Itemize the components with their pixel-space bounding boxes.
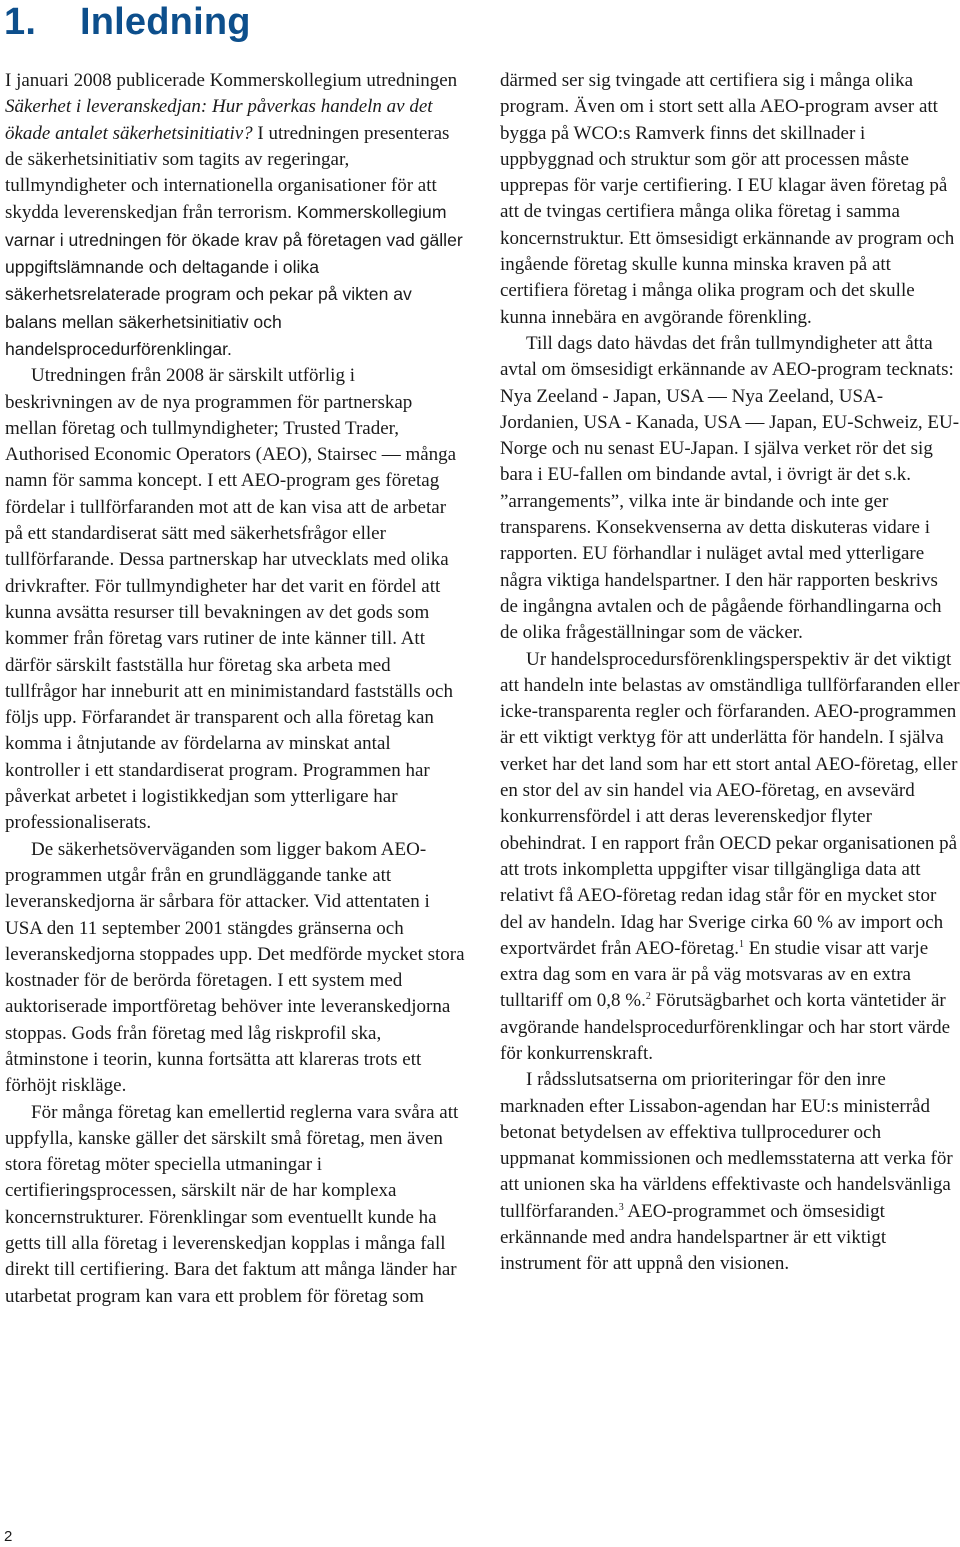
paragraph-aeo-programs: Utredningen från 2008 är särskilt utförlig i beskrivningen av de nya programmen för partnerskap mellan företag och tullmyndigheter; Trusted Trader, Authorised Economic Operators (AEO), Stairsec — många namn för samma koncept. I ett AEO-program ges företag fördelar i tullförfaranden mot att de kan visa att de arbetar på ett standardiserat sätt med säkerhetsfrågor eller tullförfarande. Dessa partnerskap har utvecklats med olika drivkrafter. För tullmyndigheter har det varit en fördel att kunna avsätta resurser till bevakningen av det gods som kommer från företag vars rutiner de inte känner till. Att därför särskilt fastställa hur företag ska arbeta med tullfrågor har inneburit att en minimistandard fastställs och följs upp. Förfarandet är transparent och alla företag kan komma i åtnjutande av fördelarna av minskat antal kontroller i ett standardiserat program. Programmen har påverkat arbetet i logistikkedjan som ytterligare har professionaliserats. — [5, 365, 457, 834]
page-number: 2 — [4, 1528, 13, 1545]
footnote-ref-2[interactable]: 2 — [645, 991, 651, 1003]
intro-text-middle: I utredningen presenteras de säkerhetsinitiativ som tagits av regeringar, tullmyndigheter och internationella organisationer för att skydda leverenskedjan från terrorism. — [5, 122, 450, 224]
paragraph-intro — [5, 68, 465, 363]
paragraph-trade-facilitation — [500, 647, 960, 1068]
chapter-heading — [4, 0, 251, 44]
intro-text-warning: Kommerskollegium varnar i utredningen för ökade krav på företagen vad gäller uppgiftslämnande och deltagande i olika säkerhetsrelaterade program och pekar på vikten av balans mellan säkerhetsinitiativ och handelsprocedurförenklingar. — [5, 202, 463, 359]
paragraph-certification: därmed ser sig tvingade att certifiera sig i många olika program. Även om i stort sett alla AEO-program avser att bygga på WCO:s Ramverk finns det skillnader i uppbyggnad och struktur som gör att processen måste upprepas för varje certifiering. I EU klagar även företag på att de tvingas certifiera många olika företag i samma koncernstruktur. Ett ömsesidigt erkännande av program och ingående företag skulle kunna minska kraven på att certifiera företag i många olika program och det skulle kunna innebära en avgörande förenkling. — [500, 70, 955, 328]
trade-text-middle: En studie visar att varje extra dag som en vara är på väg motsvaras av en extra tulltariff om 0,8 %. — [500, 937, 929, 1012]
paragraph-mutual-recognition: Till dags dato hävdas det från tullmyndigheter att åtta avtal om ömsesidigt erkännande av AEO-program tecknats: Nya Zeeland - Japan, USA — Nya Zeeland, USA- Jordanien, USA - Kanada, USA — Japan, EU-Schweiz, EU-Norge och nu senast EU-Japan. I själva verket rör det sig bara i EU-fallen om bindande avtal, i övrigt är det s.k. ”arrangements”, vilka inte är bindande och inte ger transparens. Konsekvenserna av detta diskuteras vidare i rapporten. EU förhandlar i nuläget avtal med ytterligare några viktiga handelspartner. I den här rapporten beskrivs de ingångna avtalen och de pågående förhandlingarna och de olika frågeställningar som de väcker. — [500, 332, 960, 644]
left-column — [5, 68, 465, 1310]
trade-text-start: Ur handelsprocedursförenklingsperspektiv är det viktigt att handeln inte belastas av omständliga tullförfaranden eller icke-transparenta regler och förfaranden. AEO-programmen är ett viktigt verktyg för att underlätta för handeln. I själva verket har det land som har ett stort antal AEO-företag, eller en stor del av sin handel via AEO-företag, en avsevärd konkurrensfördel i att deras leverenskedjor flyter obehindrat. I en rapport från OECD pekar organisationen på att trots inkompletta uppgifter visar tillgängliga data att relativt få AEO-företag redan idag står för en mycket stor del av handeln. Idag har Sverige cirka 60 % av import och exportvärdet från AEO-företag. — [500, 648, 960, 959]
report-title: Säkerhet i leveranskedjan: Hur påverkas handeln av det ökade antalet säkerhetsinitiativ? — [5, 96, 433, 144]
council-text-end: AEO-programmet och ömsesidigt erkännande med andra handelspartner är ett viktigt instrument för att uppnå den visionen. — [500, 1200, 887, 1275]
footnote-ref-3[interactable]: 3 — [618, 1201, 624, 1213]
right-column — [500, 68, 960, 1278]
paragraph-security-considerations: De säkerhetsöverväganden som ligger bakom AEO-programmen utgår från en grundläggande tanke att leveranskedjorna är sårbara för attacker. Vid attentaten i USA den 11 september 2001 stängdes gränserna och leveranskedjorna stoppades upp. Det medförde mycket stora kostnader för de berörda företagen. I ett system med auktoriserade importföretag behöver inte leveranskedjorna stoppas. Gods från företag med låg riskprofil ska, åtminstone i teorin, kunna fortsätta att klareras trots ett förhöjt riskläge. — [5, 838, 465, 1097]
council-text-start: I rådsslutsatserna om prioriteringar för den inre marknaden efter Lissabon-agendan har EU:s ministerråd betonat betydelsen av effektiva tullprocedurer och uppmanat kommissionen och medlemsstaterna att verka för att unionen ska ha världens effektivaste och handelsvänliga tullförfaranden. — [500, 1069, 953, 1222]
paragraph-council-conclusions — [500, 1067, 960, 1277]
footnote-ref-1[interactable]: 1 — [738, 938, 744, 950]
trade-text-end: Förutsägbarhet och korta väntetider är avgörande handelsprocedurförenklingar och har stort värde för konkurrenskraft. — [500, 990, 951, 1064]
chapter-title: Inledning — [80, 1, 251, 43]
intro-text-start: I januari 2008 publicerade Kommerskollegium utredningen — [5, 70, 458, 91]
chapter-number: 1. — [4, 1, 37, 43]
paragraph-company-challenges: För många företag kan emellertid reglerna vara svåra att uppfylla, kanske gäller det särskilt små företag, men även stora företag möter speciella utmaningar i certifieringsprocessen, särskilt när de har komplexa koncernstrukturer. Förenklingar som eventuellt kunde ha getts till alla företag i leverenskedjan kopplas i många fall direkt till certifiering. Bara det faktum att många länder har utarbetat program kan vara ett problem för företag som — [5, 1101, 459, 1307]
